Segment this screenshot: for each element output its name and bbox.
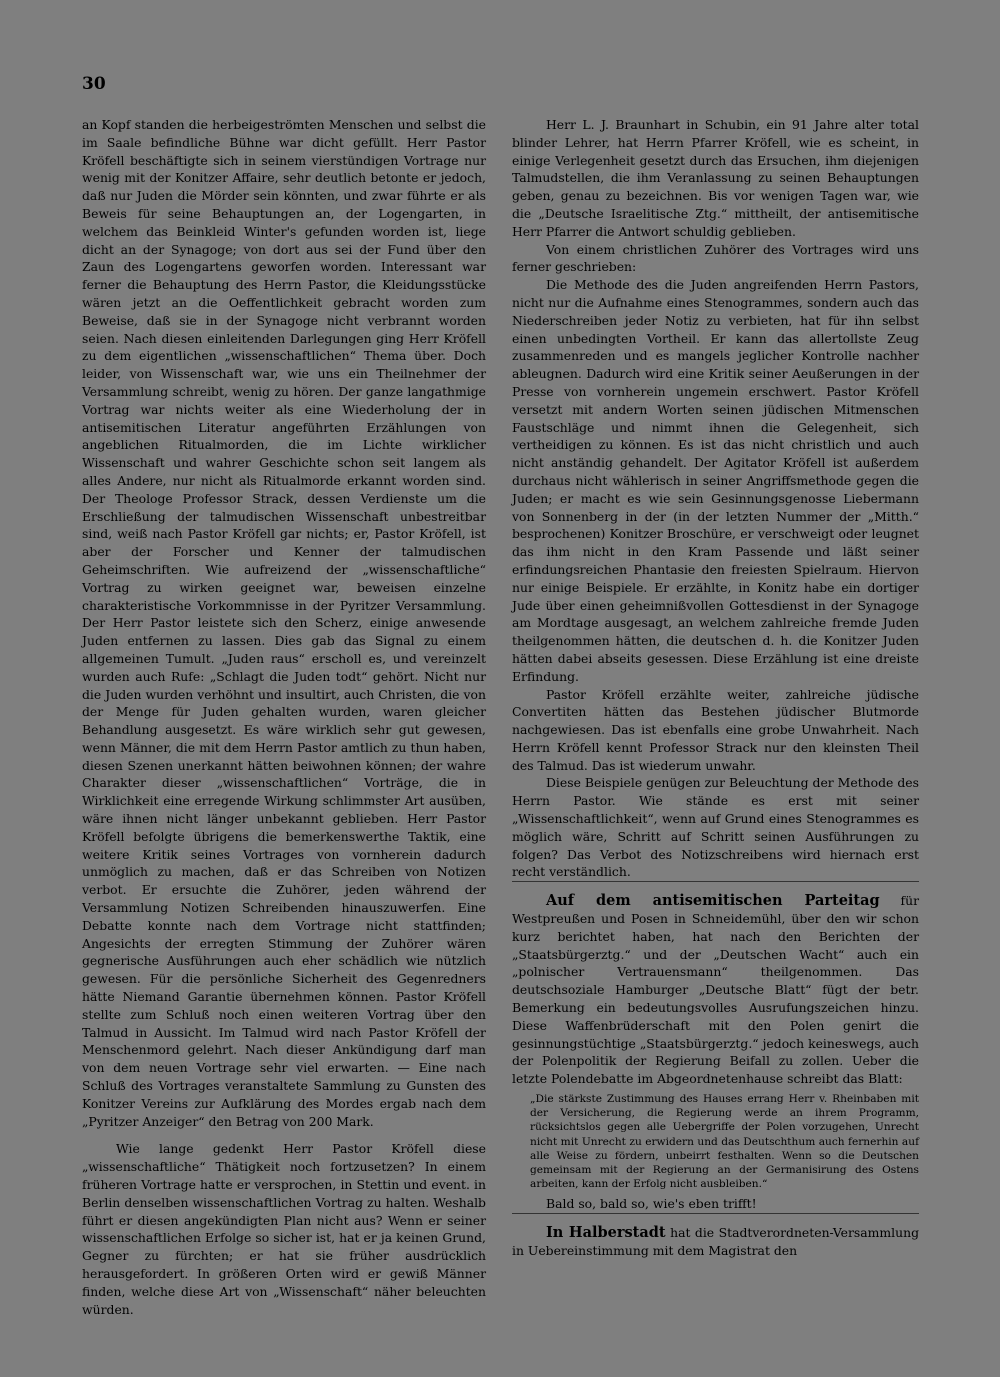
paragraph: Pastor Kröfell erzählte weiter, zahlreiche jüdische Convertiten hätten das Bestehen jüdischer Blutmorde nachgewiesen. Das ist ebenfalls eine grobe Unwahrheit. Nach Herrn Kröfell kennt Professor Strack nur den kleinsten Theil des Talmud. Das ist wiederum unwahr. [512,686,919,773]
left-column [82,116,486,1318]
paragraph: Herr L. J. Braunhart in Schubin, ein 91 Jahre alter total blinder Lehrer, hat Herrn Pfarrer Kröfell, wie es scheint, in einige Verlegenheit gesetzt durch das Ersuchen, ihm diejenigen Talmudstellen, die ihm Veranlassung zu seinen Behauptungen geben, genau zu bezeichnen. Bis vor wenigen Tagen war, wie die „Deutsche Israelitische Ztg.“ mittheilt, der antisemitische Herr Pfarrer die Antwort schuldig geblieben. [512,117,919,239]
section-divider [512,881,919,892]
paragraph: Von einem christlichen Zuhörer des Vortrages wird uns ferner geschrieben: [512,241,919,275]
paragraph: Diese Beispiele genügen zur Beleuchtung der Methode des Herrn Pastor. Wie stände es erst mit seiner „Wissenschaftlichkeit“, wenn auf Grund eines Stenogrammes es möglich wäre, Schritt auf Schritt seinen Ausführungen zu folgen? Das Verbot des Notizschreibens wird hiernach erst recht verständlich. [512,775,919,880]
article-paragraph [512,892,919,1088]
paragraph: an Kopf standen die herbeigeströmten Menschen und selbst die im Saale befindliche Bühne war dicht gefüllt. Herr Pastor Kröfell beschäftigte sich in seinem vierstündigen Vortrage nur wenig mit der Konitzer Affaire, sehr deutlich betonte er jedoch, daß nur Juden die Mörder sein könnten, und zwar führte er als Beweis für seine Behauptungen an, der Logengarten, in welchem das Beinkleid Winter's gefunden worden ist, liege dicht an der Synagoge; von dort aus sei der Fund über den Zaun des Logengartens geworfen worden. Interessant war ferner die Behauptung des Herrn Pastor, die Kleidungsstücke wären jetzt an die Oeffentlichkeit gebracht worden zum Beweise, daß sie in der Synagoge nicht verbrannt worden seien. Nach diesen einleitenden Darlegungen ging Herr Kröfell zu dem eigentlichen „wissenschaftlichen“ Thema über. Doch leider, von Wissenschaft war, wie uns ein Theilnehmer der Versammlung schreibt, wenig zu hören. Der ganze langathmige Vortrag war nichts weiter als eine Wiederholung der in antisemitischen Literatur angeführten Erzählungen von angeblichen Ritualmorden, die im Lichte wirklicher Wissenschaft und wahrer Geschichte schon seit langem als alles Andere, nur nicht als Ritualmorde erkannt worden sind. Der Theologe Professor Strack, dessen Verdienste um die Erschließung der talmudischen Wissenschaft unbestreitbar sind, weiß nach Pastor Kröfell gar nichts; er, Pastor Kröfell, ist aber der Forscher und Kenner der talmudischen Geheimschriften. Wie aufreizend der „wissenschaftliche“ Vortrag zu wirken geeignet war, beweisen einzelne charakteristische Vorkommnisse in der Pyritzer Versammlung. Der Herr Pastor leistete sich den Scherz, einige anwesende Juden entfernen zu lassen. Dies gab das Signal zu einem allgemeinen Tumult. „Juden raus“ erscholl es, und vereinzelt wurden auch Rufe: „Schlagt die Juden todt“ gehört. Nicht nur die Juden wurden verhöhnt und insultirt, auch Christen, die von der Menge für Juden gehalten wurden, waren gleicher Behandlung ausgesetzt. Es wäre wirklich sehr gut gewesen, wenn Männer, die mit dem Herrn Pastor amtlich zu thun haben, diesen Szenen unerkannt hätten beiwohnen können; der wahre Charakter dieser „wissenschaftlichen“ Vorträge, die in Wirklichkeit eine erregende Wirkung schlimmster Art ausüben, wäre ihnen nicht länger unbekannt geblieben. Herr Pastor Kröfell befolgte übrigens die bemerkenswerthe Taktik, eine weitere Kritik seines Vortrages von vornherein dadurch unmöglich zu machen, daß er das Schreiben von Notizen verbot. Er ersuchte die Zuhörer, jeden während der Versammlung Notizen Schreibenden hinauszuwerfen. Eine Debatte konnte nach dem Vortrage nicht stattfinden; Angesichts der erregten Stimmung der Zuhörer wären gegnerische Ausführungen auch eher schädlich wie nützlich gewesen. Für die persönliche Sicherheit des Gegenredners hätte Niemand Garantie übernehmen können. Pastor Kröfell stellte zum Schluß noch einen weiteren Vortrag über den Talmud in Aussicht. Im Talmud wird nach Pastor Kröfell der Menschenmord gelehrt. Nach dieser Ankündigung darf man von dem neuen Vortrage sehr viel erwarten. — Eine nach Schluß des Vortrages veranstaltete Sammlung zu Gunsten des Konitzer Vereins zur Aufklärung des Mordes ergab nach dem „Pyritzer Anzeiger“ den Betrag von 200 Mark. [82,117,486,1129]
article-text: für Westpreußen und Posen in Schneidemühl, über den wir schon kurz berichtet haben, hat nach den Berichten der „Staatsbürgerztg.“ und der „Deutschen Wacht“ auch ein „polnischer Vertrauensmann“ theilgenommen. Das deutschsoziale Hamburger „Deutsche Blatt“ fügt der betr. Bemerkung ein bedeutungsvolles Ausrufungszeichen hinzu. Diese Waffenbrüderschaft mit den Polen genirt die gesinnungstüchtige „Staatsbürgerztg.“ jedoch keineswegs, auch der Polenpolitik der Regierung Beifall zu zollen. Ueber die letzte Polendebatte im Abgeordnetenhause schreibt das Blatt: [512,893,919,1087]
article-paragraph [512,1224,919,1260]
paragraph: Wie lange gedenkt Herr Pastor Kröfell diese „wissenschaftliche“ Thätigkeit noch fortzusetzen? In einem früheren Vortrage hatte er versprochen, in Stettin und event. in Berlin denselben wissenschaftlichen Vortrag zu halten. Weshalb führt er diesen angekündigten Plan nicht aus? Wenn er seiner wissenschaftlichen Erfolge so sicher ist, hat er ja keinen Grund, Gegner zu fürchten; er hat sie früher ausdrücklich herausgefordert. In größeren Orten wird er gewiß Männer finden, welche diese Art von „Wissenschaft“ näher beleuchten würden. [82,1141,486,1317]
page-number: 30 [82,74,106,94]
paragraph-gap [82,1130,486,1140]
article-text: hat die Stadtverordneten-Versammlung in Uebereinstimmung mit dem Magistrat den [512,1225,919,1259]
article-heading: In Halberstadt [546,1224,666,1242]
block-quote: „Die stärkste Zustimmung des Hauses errang Herr v. Rheinbaben mit der Versicherung, die Regierung werde an ihrem Programm, rücksichtslos gegen alle Uebergriffe der Polen vorzugehen, Unrecht nicht mit Unrecht zu erwidern und das Deutschthum auch fernerhin auf alle Weise zu fördern, unbeirrt festhalten. Wenn so die Deutschen gemeinsam mit der Regierung an der Germanisirung des Ostens arbeiten, kann der Erfolg nicht ausbleiben.“ [530,1093,919,1191]
paragraph: Die Methode des die Juden angreifenden Herrn Pastors, nicht nur die Aufnahme eines Stenogrammes, sondern auch das Niederschreiben jeder Notiz zu verbieten, hat für ihn selbst einen unbedingten Vortheil. Er kann das allertollste Zeug zusammenreden und es mangels jeglicher Kontrolle nachher ableugnen. Dadurch wird eine Kritik seiner Aeußerungen in der Presse von vornherein ungemein erschwert. Pastor Kröfell versetzt mit andern Worten seinen jüdischen Mitmenschen Faustschläge und nimmt ihnen die Gelegenheit, sich vertheidigen zu können. Es ist das nicht christlich und auch nicht anständig gehandelt. Der Agitator Kröfell ist außerdem durchaus nicht wählerisch in seiner Angriffsmethode gegen die Juden; er macht es wie sein Gesinnungsgenosse Liebermann von Sonnenberg in der (in der letzten Nummer der „Mitth.“ besprochenen) Konitzer Broschüre, er verschweigt oder leugnet das ihm nicht in den Kram Passende und läßt seiner erfindungsreichen Phantasie den freiesten Spielraum. Hiervon nur einige Beispiele. Er erzählte, in Konitz habe ein dortiger Jude über einen geheimnißvollen Gottesdienst in der Synagoge am Mordtage ausgesagt, an welchem zahlreiche fremde Juden theilgenommen hätten, die deutschen d. h. die Konitzer Juden hätten dabei abseits gesessen. Diese Erzählung ist eine dreiste Erfindung. [512,277,919,684]
article-heading: Auf dem antisemitischen Parteitag [546,892,880,910]
paragraph: Bald so, bald so, wie's eben trifft! [546,1196,757,1212]
section-divider [512,1213,919,1224]
right-column [512,116,919,1260]
